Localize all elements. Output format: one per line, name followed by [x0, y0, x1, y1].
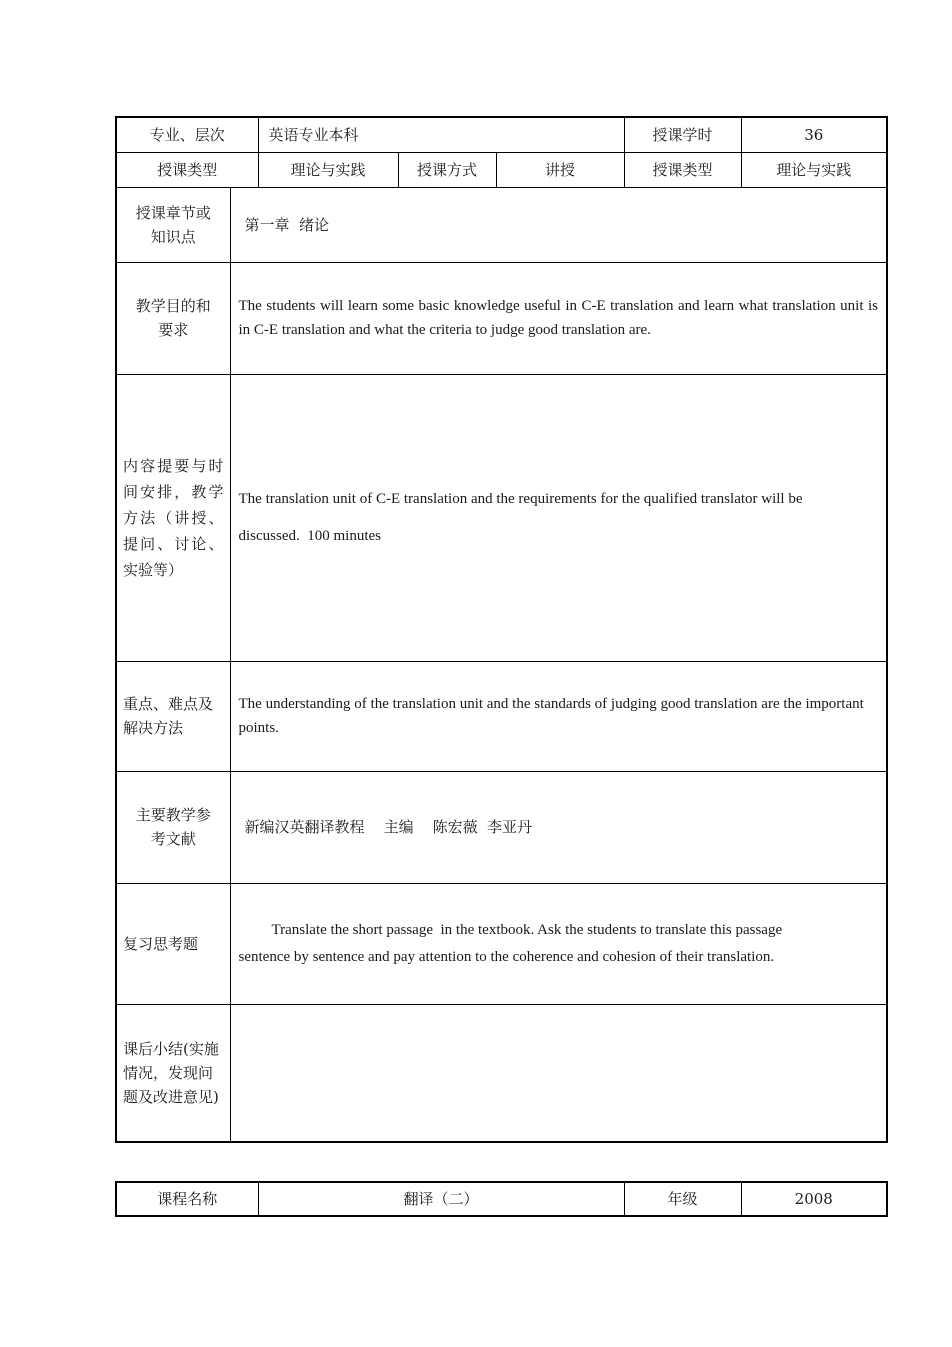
- key-points-label: 重点、难点及解决方法: [116, 661, 230, 771]
- content-row: [116, 374, 887, 661]
- review-label: 复习思考题: [116, 883, 230, 1004]
- chapter-row: [116, 187, 887, 262]
- hours-value: 36: [741, 117, 887, 152]
- course-footer-table: [115, 1181, 888, 1217]
- header-row-2: [116, 152, 887, 187]
- chapter-value: 第一章 绪论: [230, 187, 887, 262]
- objectives-label-line-1: 教学目的和: [135, 297, 211, 315]
- references-label-line-1: 主要教学参: [135, 806, 211, 824]
- review-value-line-1: Translate the short passage in the textbook. Ask the students to translate this passage: [271, 921, 783, 938]
- grade-label: 年级: [624, 1182, 741, 1216]
- type-label-2: 授课类型: [624, 152, 741, 187]
- content-label: 内容提要与时间安排，教学方法（讲授、提问、讨论、实验等）: [116, 374, 230, 661]
- review-value: [230, 883, 887, 1004]
- footer-row: [116, 1182, 887, 1216]
- key-points-value: The understanding of the translation unit and the standards of judging good translation are the important points.: [230, 661, 887, 771]
- review-value-line-2: sentence by sentence and pay attention to the coherence and cohesion of their translation.: [238, 948, 775, 965]
- method-value: 讲授: [496, 152, 624, 187]
- course-name-value: 翻译（二）: [258, 1182, 624, 1216]
- type-value-2: 理论与实践: [741, 152, 887, 187]
- references-value: 新编汉英翻译教程 主编 陈宏薇 李亚丹: [230, 771, 887, 883]
- references-label: [116, 771, 230, 883]
- summary-label: 课后小结(实施情况，发现问题及改进意见): [116, 1004, 230, 1142]
- references-row: [116, 771, 887, 883]
- grade-value: 2008: [741, 1182, 887, 1216]
- course-name-label: 课程名称: [116, 1182, 258, 1216]
- summary-value: [230, 1004, 887, 1142]
- hours-label: 授课学时: [624, 117, 741, 152]
- chapter-label-line-1: 授课章节或: [135, 203, 211, 222]
- course-plan-table: [115, 116, 888, 1143]
- content-value: [230, 374, 887, 661]
- content-value-line-1: The translation unit of C-E translation and the requirements for the qualified translator will be: [238, 490, 803, 507]
- major-value: 英语专业本科: [258, 117, 624, 152]
- summary-row: [116, 1004, 887, 1142]
- objectives-value: The students will learn some basic knowledge useful in C-E translation and learn what translation unit is in C-E translation and what the criteria to judge good translation are.: [230, 262, 887, 374]
- type-value: 理论与实践: [258, 152, 398, 187]
- type-label: 授课类型: [116, 152, 258, 187]
- review-row: [116, 883, 887, 1004]
- major-label: 专业、层次: [116, 117, 258, 152]
- objectives-label: [116, 262, 230, 374]
- objectives-label-line-2: 要求: [158, 321, 189, 339]
- chapter-label-line-2: 知识点: [150, 227, 196, 246]
- header-row-1: [116, 117, 887, 152]
- objectives-row: [116, 262, 887, 374]
- method-label: 授课方式: [398, 152, 496, 187]
- chapter-label: [116, 187, 230, 262]
- content-value-line-2: discussed. 100 minutes: [238, 527, 381, 544]
- key-points-row: [116, 661, 887, 771]
- references-label-line-2: 考文献: [150, 830, 196, 848]
